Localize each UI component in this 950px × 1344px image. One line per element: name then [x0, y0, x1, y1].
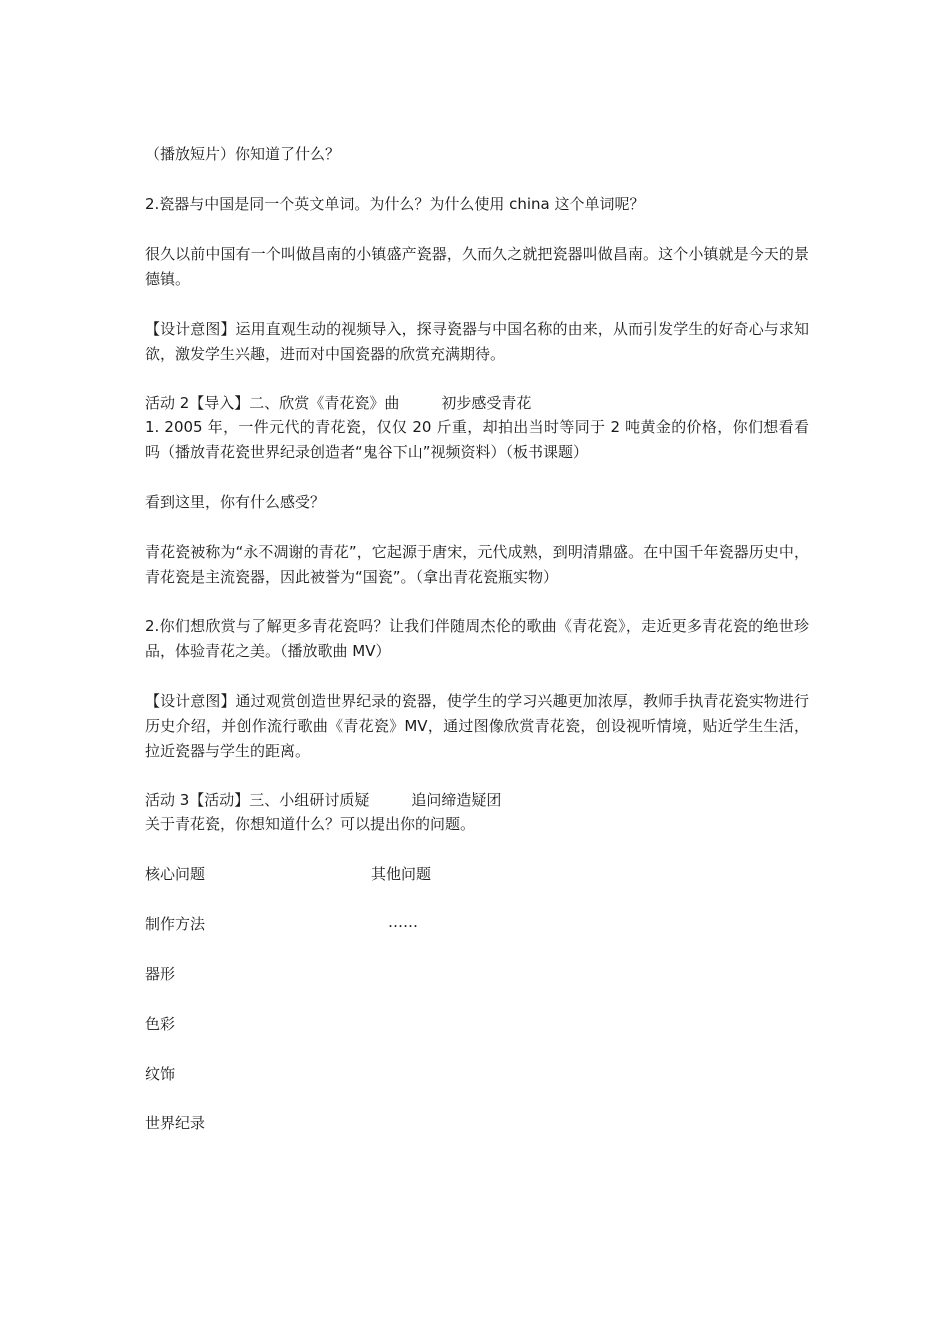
core-questions-header: 核心问题	[145, 865, 206, 883]
activity-3-heading	[145, 788, 501, 813]
document-page	[145, 0, 809, 1344]
design-intent-2: 【设计意图】通过观赏创造世界纪录的瓷器，使学生的学习兴趣更加浓厚，教师手执青花瓷实物进行历史介绍，并创作流行歌曲《青花瓷》MV，通过图像欣赏青花瓷，创设视听情境，贴近学生生活，拉近瓷器与学生的距离。	[145, 692, 809, 760]
prompt-line: 关于青花瓷，你想知道什么？可以提出你的问题。	[145, 815, 476, 833]
activity-3-title: 活动 3【活动】三、小组研讨质疑	[145, 791, 370, 809]
question-china-word: 2.瓷器与中国是同一个英文单词。为什么？为什么使用 china 这个单词呢？	[145, 195, 645, 213]
paragraph-2005-auction: 1. 2005 年，一件元代的青花瓷，仅仅 20 斤重，却拍出当时等同于 2 吨黄金的价格，你们想看看吗（播放青花瓷世界纪录创造者“鬼谷下山”视频资料）（板书课题）	[145, 418, 809, 461]
activity-2-subtitle: 初步感受青花	[441, 394, 532, 412]
other-questions-header: 其他问题	[371, 865, 432, 883]
core-question-item: 色彩	[145, 1015, 176, 1033]
core-question-item: 纹饰	[145, 1065, 176, 1083]
paragraph-changnan: 很久以前中国有一个叫做昌南的小镇盛产瓷器，久而久之就把瓷器叫做昌南。这个小镇就是今天的景德镇。	[145, 245, 809, 288]
core-question-item: 器形	[145, 965, 176, 983]
intro-line: （播放短片）你知道了什么？	[145, 145, 341, 163]
design-intent-1: 【设计意图】运用直观生动的视频导入，探寻瓷器与中国名称的由来，从而引发学生的好奇心与求知欲，激发学生兴趣，进而对中国瓷器的欣赏充满期待。	[145, 320, 809, 363]
activity-2-heading	[145, 391, 531, 416]
feeling-question: 看到这里，你有什么感受？	[145, 493, 326, 511]
core-question-item: 世界纪录	[145, 1114, 206, 1132]
activity-3-subtitle: 追问缔造疑团	[411, 791, 502, 809]
activity-2-title: 活动 2【导入】二、欣赏《青花瓷》曲	[145, 394, 400, 412]
paragraph-national-porcelain: 青花瓷被称为“永不凋谢的青花”，它起源于唐宋，元代成熟，到明清鼎盛。在中国千年瓷器历史中，青花瓷是主流瓷器，因此被誉为“国瓷”。（拿出青花瓷瓶实物）	[145, 543, 809, 586]
other-question-item: ……	[388, 913, 418, 931]
core-question-item: 制作方法	[145, 915, 206, 933]
paragraph-song-mv: 2.你们想欣赏与了解更多青花瓷吗？让我们伴随周杰伦的歌曲《青花瓷》，走近更多青花瓷的绝世珍品，体验青花之美。（播放歌曲 MV）	[145, 617, 809, 660]
